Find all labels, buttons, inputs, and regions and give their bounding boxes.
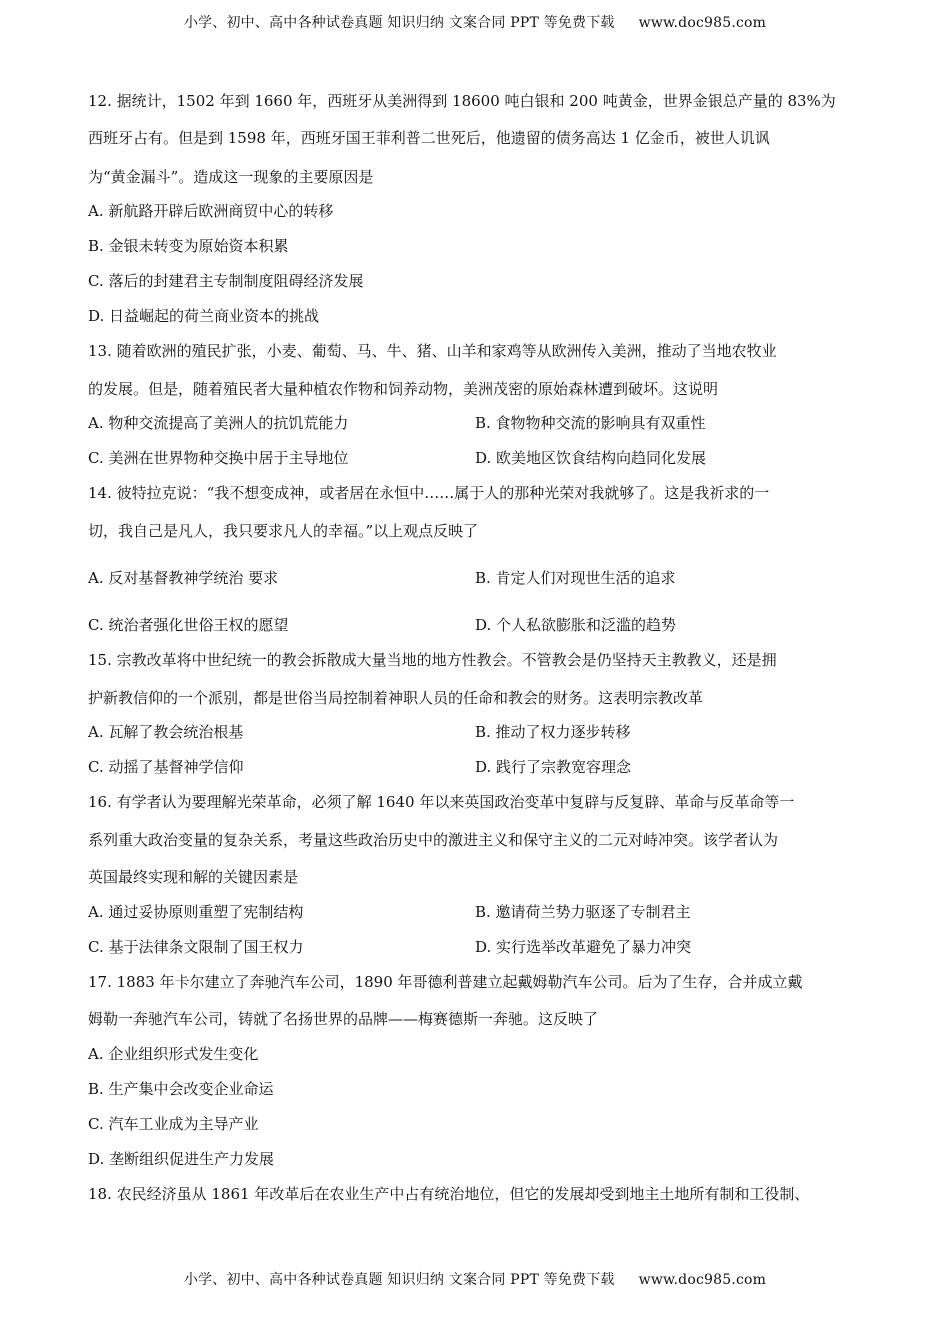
q16-stem-line2: 系列重大政治变量的复杂关系，考量这些政治历史中的激进主义和保守主义的二元对峙冲突。该学者认为 [88, 831, 779, 849]
q16-stem-line1: 16. 有学者认为要理解光荣革命，必须了解 1640 年以来英国政治变革中复辟与反复辟、革命与反革命等一 [88, 793, 795, 811]
q15-stem-line1: 15. 宗教改革将中世纪统一的教会拆散成大量当地的地方性教会。不管教会是仍坚持天主教教义，还是拥 [88, 651, 777, 669]
q13-option-c: C. 美洲在世界物种交换中居于主导地位 [88, 449, 349, 467]
q17-stem-line2: 姆勒一奔驰汽车公司，铸就了名扬世界的品牌——梅赛德斯一奔驰。这反映了 [88, 1010, 599, 1028]
q17-stem-line1: 17. 1883 年卡尔建立了奔驰汽车公司，1890 年哥德利普建立起戴姆勒汽车公司。后为了生存，合并成立戴 [88, 973, 803, 991]
header-text: 小学、初中、高中各种试卷真题 知识归纳 文案合同 PPT 等免费下载 [183, 15, 615, 31]
q15-option-d: D. 践行了宗教宽容理念 [475, 758, 632, 776]
q17-option-c: C. 汽车工业成为主导产业 [88, 1115, 259, 1133]
page-header [0, 12, 950, 32]
q16-option-b: B. 邀请荷兰势力驱逐了专制君主 [475, 903, 691, 921]
footer-site-link[interactable]: www.doc985.com [638, 1272, 767, 1288]
q13-stem-line1: 13. 随着欧洲的殖民扩张，小麦、葡萄、马、牛、猪、山羊和家鸡等从欧洲传入美洲，推动了当地农牧业 [88, 342, 777, 360]
q14-option-c: C. 统治者强化世俗王权的愿望 [88, 616, 289, 634]
q16-option-d: D. 实行选举改革避免了暴力冲突 [475, 938, 692, 956]
q12-stem-line1: 12. 据统计，1502 年到 1660 年，西班牙从美洲得到 18600 吨白银和 200 吨黄金，世界金银总产量的 83%为 [88, 92, 836, 110]
header-site-link[interactable]: www.doc985.com [638, 15, 767, 31]
q13-option-a: A. 物种交流提高了美洲人的抗饥荒能力 [88, 414, 349, 432]
q15-option-c: C. 动摇了基督神学信仰 [88, 758, 244, 776]
q17-option-a: A. 企业组织形式发生变化 [88, 1045, 259, 1063]
q12-option-c: C. 落后的封建君主专制制度阻碍经济发展 [88, 272, 364, 290]
q15-stem-line2: 护新教信仰的一个派别，都是世俗当局控制着神职人员的任命和教会的财务。这表明宗教改革 [88, 689, 704, 707]
page-footer [0, 1269, 950, 1289]
q16-option-c: C. 基于法律条文限制了国王权力 [88, 938, 304, 956]
q12-option-b: B. 金银未转变为原始资本积累 [88, 237, 289, 255]
q17-option-d: D. 垄断组织促进生产力发展 [88, 1150, 275, 1168]
q13-stem-line2: 的发展。但是，随着殖民者大量种植农作物和饲养动物，美洲茂密的原始森林遭到破坏。这说明 [88, 380, 719, 398]
footer-text: 小学、初中、高中各种试卷真题 知识归纳 文案合同 PPT 等免费下载 [183, 1272, 615, 1288]
q15-option-b: B. 推动了权力逐步转移 [475, 723, 631, 741]
q14-option-b: B. 肯定人们对现世生活的追求 [475, 569, 676, 587]
q18-stem-line1: 18. 农民经济虽从 1861 年改革后在农业生产中占有统治地位，但它的发展却受到地主土地所有制和工役制、 [88, 1185, 810, 1203]
q17-option-b: B. 生产集中会改变企业命运 [88, 1080, 274, 1098]
q15-option-a: A. 瓦解了教会统治根基 [88, 723, 244, 741]
q12-stem-line2: 西班牙占有。但是到 1598 年，西班牙国王菲利普二世死后，他遗留的债务高达 1 亿金币，被世人讥讽 [88, 129, 770, 147]
q16-option-a: A. 通过妥协原则重塑了宪制结构 [88, 903, 304, 921]
q12-option-d: D. 日益崛起的荷兰商业资本的挑战 [88, 307, 320, 325]
q14-stem-line2: 切，我自己是凡人，我只要求凡人的幸福。”以上观点反映了 [88, 522, 479, 540]
q13-option-b: B. 食物物种交流的影响具有双重性 [475, 414, 706, 432]
q12-stem-line3: 为“黄金漏斗”。造成这一现象的主要原因是 [88, 168, 374, 186]
q14-option-d: D. 个人私欲膨胀和泛滥的趋势 [475, 616, 677, 634]
q13-option-d: D. 欧美地区饮食结构向趋同化发展 [475, 449, 707, 467]
q12-option-a: A. 新航路开辟后欧洲商贸中心的转移 [88, 202, 334, 220]
q14-option-a: A. 反对基督教神学统治 要求 [88, 569, 279, 587]
q16-stem-line3: 英国最终实现和解的关键因素是 [88, 868, 299, 886]
q14-stem-line1: 14. 彼特拉克说：“我不想变成神，或者居在永恒中……属于人的那种光荣对我就够了。这是我祈求的一 [88, 484, 770, 502]
